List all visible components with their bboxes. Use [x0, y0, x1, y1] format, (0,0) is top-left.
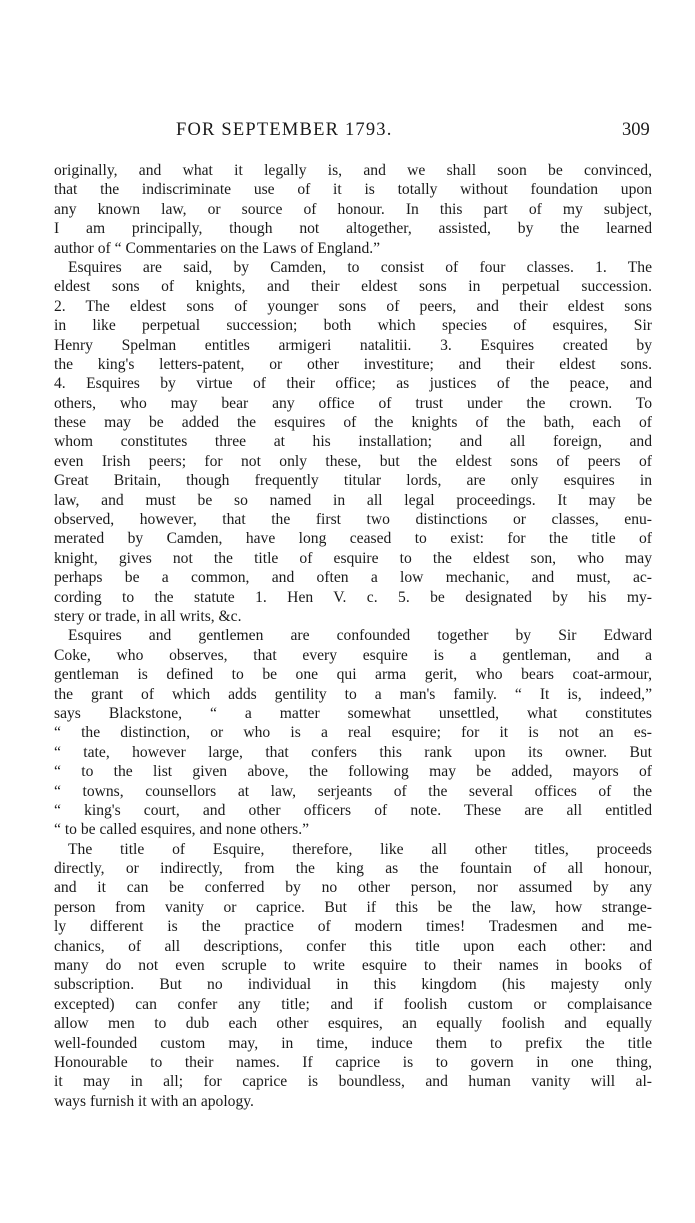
text-line: “ the distinction, or who is a real esquire; for it is not an es-: [54, 724, 652, 742]
text-line: chanics, of all descriptions, confer this title upon each other: and: [54, 937, 652, 955]
text-line: whom constitutes three at his installation; and all foreign, and: [54, 433, 652, 451]
text-line: and it can be conferred by no other person, nor assumed by any: [54, 879, 652, 897]
running-head: [0, 120, 695, 146]
text-line: person from vanity or caprice. But if this be the law, how strange-: [54, 898, 652, 916]
text-line: author of “ Commentaries on the Laws of England.”: [54, 239, 381, 257]
text-line: stery or trade, in all writs, &c.: [54, 607, 242, 625]
text-line: “ towns, counsellors at law, serjeants of the several offices of the: [54, 782, 652, 800]
text-line: The title of Esquire, therefore, like all other titles, proceeds: [68, 840, 652, 858]
text-line: excepted) can confer any title; and if foolish custom or complaisance: [54, 995, 652, 1013]
text-line: law, and must be so named in all legal proceedings. It may be: [54, 491, 652, 509]
text-line: many do not even scruple to write esquire to their names in books of: [54, 957, 652, 975]
running-title: FOR SEPTEMBER 1793.: [176, 120, 393, 140]
text-line: eldest sons of knights, and their eldest sons in perpetual succession.: [54, 278, 652, 296]
text-line: perhaps be a common, and often a low mechanic, and must, ac-: [54, 569, 652, 587]
text-line: ways furnish it with an apology.: [54, 1092, 254, 1110]
text-line: “ to the list given above, the following may be added, mayors of: [54, 763, 652, 781]
text-line: it may in all; for caprice is boundless, and human vanity will al-: [54, 1073, 652, 1091]
text-line: “ king's court, and other officers of note. These are all entitled: [54, 801, 652, 819]
text-line: allow men to dub each other esquires, an equally foolish and equally: [54, 1015, 652, 1033]
text-line: 2. The eldest sons of younger sons of peers, and their eldest sons: [54, 297, 652, 315]
text-line: knight, gives not the title of esquire to the eldest son, who may: [54, 549, 652, 567]
text-line: Honourable to their names. If caprice is to govern in one thing,: [54, 1053, 652, 1071]
text-line: ly different is the practice of modern times! Tradesmen and me-: [54, 918, 652, 936]
text-line: merated by Camden, have long ceased to exist: for the title of: [54, 530, 652, 548]
text-line: these may be added the esquires of the knights of the bath, each of: [54, 414, 652, 432]
text-line: “ tate, however large, that confers this rank upon its owner. But: [54, 743, 652, 761]
text-line: says Blackstone, “ a matter somewhat unsettled, what constitutes: [54, 704, 652, 722]
text-line: cording to the statute 1. Hen V. c. 5. be designated by his my-: [54, 588, 652, 606]
text-line: observed, however, that the first two distinctions or classes, enu-: [54, 511, 652, 529]
text-line: gentleman is defined to be one qui arma gerit, who bears coat-armour,: [54, 666, 652, 684]
text-line: in like perpetual succession; both which species of esquires, Sir: [54, 317, 652, 335]
text-line: even Irish peers; for not only these, but the eldest sons of peers of: [54, 452, 652, 470]
text-line: that the indiscriminate use of it is totally without foundation upon: [54, 181, 652, 199]
body-text: [54, 161, 652, 1111]
text-line: Esquires are said, by Camden, to consist of four classes. 1. The: [68, 258, 652, 276]
text-line: Henry Spelman entitles armigeri natalitii. 3. Esquires created by: [54, 336, 652, 354]
text-line: subscription. But no individual in this kingdom (his majesty only: [54, 976, 652, 994]
text-line: 4. Esquires by virtue of their office; as justices of the peace, and: [54, 375, 652, 393]
text-line: Great Britain, though frequently titular lords, are only esquires in: [54, 472, 652, 490]
page-number: 309: [622, 120, 650, 140]
text-line: “ to be called esquires, and none others.”: [54, 821, 310, 839]
text-line: the grant of which adds gentility to a man's family. “ It is, indeed,”: [54, 685, 652, 703]
text-line: any known law, or source of honour. In this part of my subject,: [54, 200, 652, 218]
text-line: I am principally, though not altogether, assisted, by the learned: [54, 220, 652, 238]
text-line: directly, or indirectly, from the king as the fountain of all honour,: [54, 860, 652, 878]
text-line: Coke, who observes, that every esquire is a gentleman, and a: [54, 646, 652, 664]
text-line: others, who may bear any office of trust under the crown. To: [54, 394, 652, 412]
text-line: the king's letters-patent, or other investiture; and their eldest sons.: [54, 355, 652, 373]
text-line: well-founded custom may, in time, induce them to prefix the title: [54, 1034, 652, 1052]
text-line: originally, and what it legally is, and we shall soon be convinced,: [54, 162, 652, 179]
text-line: Esquires and gentlemen are confounded together by Sir Edward: [68, 627, 652, 645]
